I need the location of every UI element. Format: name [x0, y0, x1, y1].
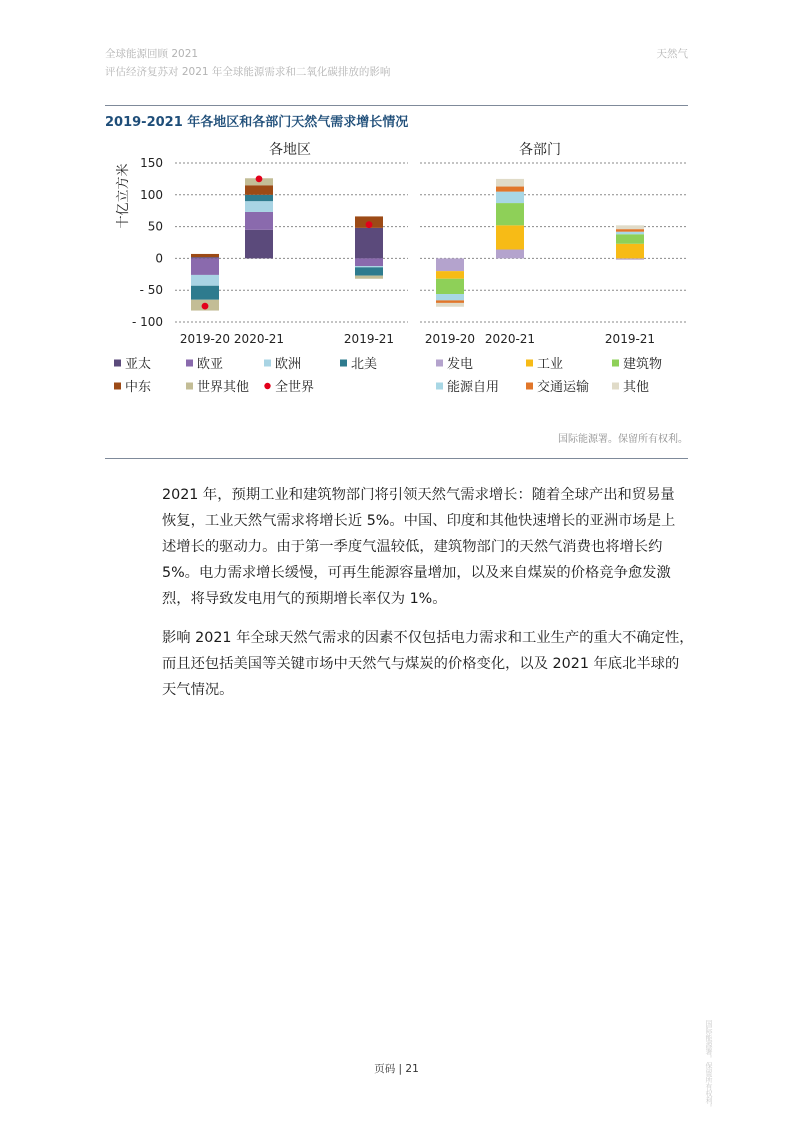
bar-segment — [355, 266, 383, 267]
paragraph-line: 5%。电力需求增长缓慢，可再生能源容量增加，以及来自煤炭的价格竞争愈发激 — [162, 565, 671, 581]
bar-segment — [616, 234, 644, 244]
legend-label: 北美 — [351, 357, 378, 372]
legend-label: 其他 — [623, 380, 650, 395]
bar-segment — [616, 232, 644, 235]
bar-segment — [191, 275, 219, 286]
paragraph-line: 述增长的驱动力。由于第一季度气温较低，建筑物部门的天然气消费也将增长约 — [162, 539, 663, 555]
total-marker — [202, 303, 209, 310]
bar-segment — [436, 294, 464, 300]
legend-swatch — [612, 383, 619, 390]
total-marker — [366, 221, 373, 228]
bar-segment — [245, 195, 273, 201]
bar-segment — [245, 230, 273, 259]
legend-swatch — [186, 383, 193, 390]
bar-segment — [616, 258, 644, 259]
x-tick-label: 2019-21 — [604, 332, 656, 346]
paragraph-line: 而且还包括美国等关键市场中天然气与煤炭的价格变化，以及 2021 年底北半球的 — [162, 656, 680, 672]
chart-figure — [0, 0, 793, 460]
bar-segment — [436, 258, 464, 271]
page-number: 页码 | 21 — [374, 1063, 419, 1075]
bar-segment — [355, 258, 383, 266]
legend-label: 建筑物 — [623, 357, 663, 372]
panel-title: 各部门 — [519, 142, 561, 158]
legend-label: 全世界 — [275, 380, 315, 395]
side-watermark: 国际能源署。保留所有权利。 — [705, 1020, 713, 1111]
figure-title: 2019-2021 年各地区和各部门天然气需求增长情况 — [105, 115, 409, 130]
legend-label: 欧洲 — [275, 357, 302, 372]
y-tick-label: 100 — [140, 187, 163, 202]
legend-label: 中东 — [125, 380, 152, 395]
paragraph-1 — [162, 482, 694, 612]
bar-segment — [355, 267, 383, 275]
legend-swatch — [436, 360, 443, 367]
bar-segment — [436, 271, 464, 279]
total-marker — [256, 176, 263, 183]
bar-segment — [436, 300, 464, 303]
x-tick-label: 2019-20 — [424, 332, 476, 346]
paragraph-line: 天气情况。 — [162, 682, 234, 698]
paragraph-line: 2021 年，预期工业和建筑物部门将引领天然气需求增长：随着全球产出和贸易量 — [162, 487, 675, 503]
figure-bottom-rule — [105, 458, 688, 459]
bar-segment — [496, 203, 524, 225]
legend-marker — [264, 383, 270, 389]
bar-segment — [191, 254, 219, 257]
legend-swatch — [436, 383, 443, 390]
bar-segment — [496, 192, 524, 203]
bar-segment — [355, 276, 383, 279]
report-subtitle: 评估经济复苏对 2021 年全球能源需求和二氧化碳排放的影响 — [105, 66, 391, 78]
bar-segment — [496, 187, 524, 192]
y-tick-label: 50 — [147, 219, 163, 234]
section-label: 天然气 — [656, 48, 688, 60]
bar-segment — [245, 201, 273, 212]
bar-segment — [496, 225, 524, 249]
panel-title: 各地区 — [269, 142, 311, 158]
legend-swatch — [186, 360, 193, 367]
figure-source: 国际能源署。保留所有权利。 — [558, 434, 688, 445]
bar-segment — [245, 185, 273, 195]
bar-segment — [191, 258, 219, 275]
bar-segment — [616, 229, 644, 232]
paragraph-line: 影响 2021 年全球天然气需求的因素不仅包括电力需求和工业生产的重大不确定性， — [162, 630, 694, 646]
legend-swatch — [340, 360, 347, 367]
y-tick-label: 0 — [155, 251, 163, 266]
y-tick-label: 150 — [140, 156, 163, 170]
bar-segment — [436, 279, 464, 294]
legend-swatch — [612, 360, 619, 367]
x-tick-label: 2020-21 — [484, 332, 536, 346]
report-title: 全球能源回顾 2021 — [105, 48, 199, 60]
bar-segment — [355, 228, 383, 259]
legend-label: 交通运输 — [537, 380, 590, 395]
legend-swatch — [526, 383, 533, 390]
legend-label: 亚太 — [125, 357, 152, 372]
legend-swatch — [264, 360, 271, 367]
y-tick-label: - 100 — [131, 315, 163, 329]
x-tick-label: 2019-21 — [343, 332, 395, 346]
paragraph-line: 恢复，工业天然气需求将增长近 5%。中国、印度和其他快速增长的亚洲市场是上 — [162, 513, 676, 529]
legend-swatch — [114, 360, 121, 367]
legend-label: 工业 — [537, 357, 564, 372]
legend-label: 发电 — [447, 357, 474, 372]
x-tick-label: 2020-21 — [233, 332, 285, 346]
paragraph-line: 烈，将导致发电用气的预期增长率仅为 1%。 — [162, 591, 447, 607]
legend-label: 能源自用 — [447, 380, 500, 395]
y-axis-label: 十亿立方米 — [116, 163, 131, 229]
bar-segment — [616, 244, 644, 259]
bar-segment — [616, 225, 644, 229]
x-tick-label: 2019-20 — [179, 332, 231, 346]
bar-segment — [191, 286, 219, 300]
bar-segment — [496, 249, 524, 258]
y-tick-label: - 50 — [139, 283, 163, 298]
bar-segment — [436, 303, 464, 307]
paragraph-2 — [162, 625, 694, 703]
bar-segment — [245, 212, 273, 230]
bar-segment — [496, 179, 524, 187]
legend-swatch — [526, 360, 533, 367]
legend-label: 欧亚 — [197, 357, 224, 372]
legend-label: 世界其他 — [197, 380, 250, 395]
legend-swatch — [114, 383, 121, 390]
bar-segment — [191, 257, 219, 258]
